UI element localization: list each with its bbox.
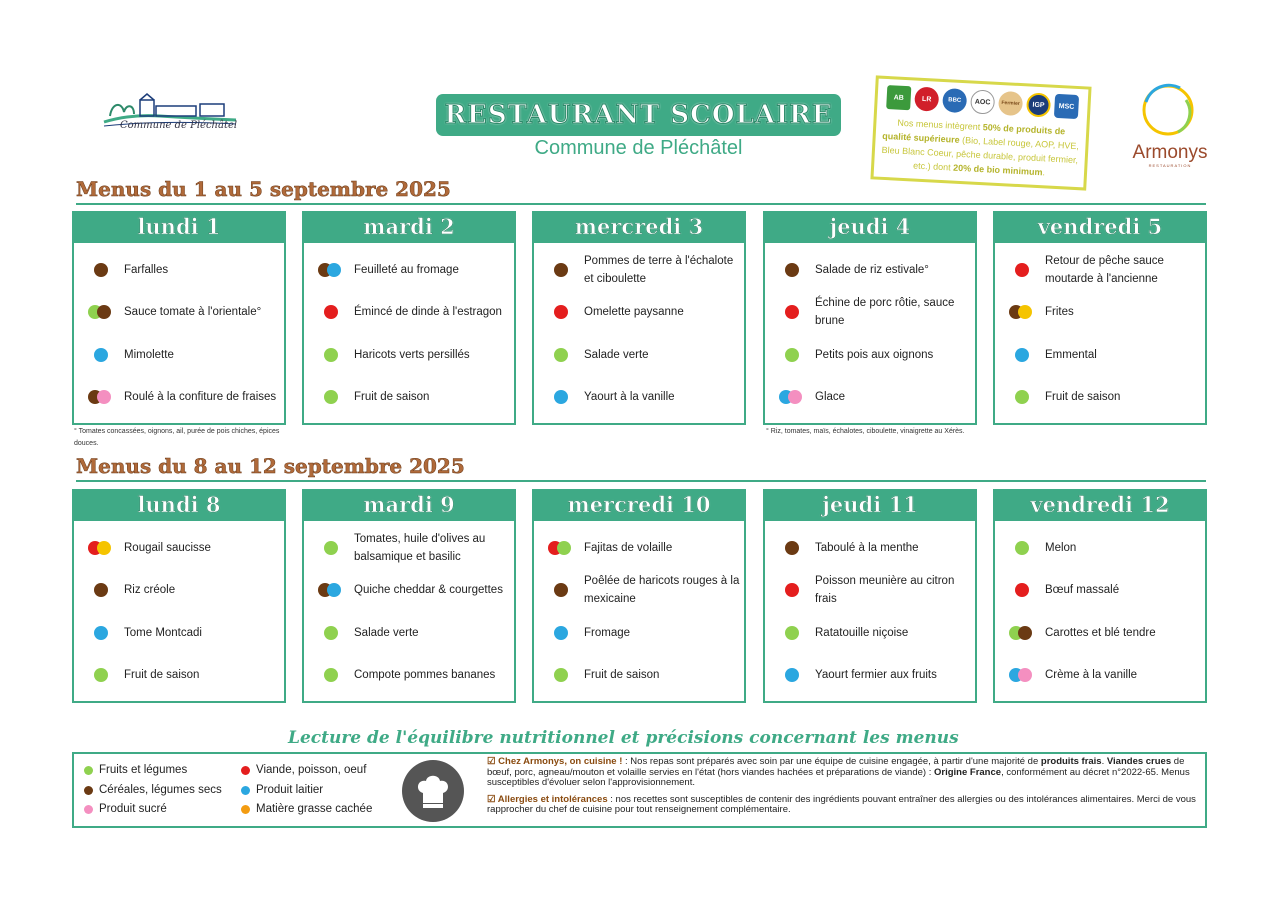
menu-dish: [765, 612, 975, 654]
dish-name: Yaourt fermier aux fruits: [815, 669, 937, 681]
menu-dish: [74, 291, 284, 333]
menu-dish: [304, 569, 514, 611]
dish-name: Yaourt à la vanille: [584, 391, 675, 403]
legend-item: [84, 784, 222, 796]
nutrition-dots: [995, 262, 1045, 278]
note-cuisine-head: ☑ Chez Armonys, on cuisine !: [487, 756, 623, 767]
legend-item: [84, 803, 167, 815]
dish-name: Riz créole: [124, 584, 176, 596]
menu-dish: [304, 291, 514, 333]
nutrition-dots: [304, 262, 354, 278]
day-card: [72, 489, 286, 703]
nutrition-dots: [74, 347, 124, 363]
day-title: jeudi 11: [765, 491, 975, 521]
legend-label: Produit laitier: [256, 784, 324, 796]
nutrition-dots: [765, 347, 815, 363]
menu-dish: [534, 376, 744, 418]
legend-title: Lecture de l'équilibre nutritionnel et précisions concernant les menus: [288, 728, 959, 748]
dish-name: Salade verte: [584, 349, 649, 361]
bleu-blanc-coeur-logo-icon: BBC: [942, 88, 967, 113]
dish-name: Omelette paysanne: [584, 306, 684, 318]
day-card: [993, 489, 1207, 703]
nutrition-dot-icon: [97, 541, 111, 555]
day-title: lundi 8: [74, 491, 284, 521]
dish-name: Taboulé à la menthe: [815, 542, 919, 554]
day-card: [993, 211, 1207, 425]
dish-name: Haricots verts persillés: [354, 349, 470, 361]
nutrition-dot-icon: [1018, 668, 1032, 682]
menu-dish: [304, 334, 514, 376]
day-title: mercredi 10: [534, 491, 744, 521]
nutrition-dots: [765, 582, 815, 598]
day-card: [763, 489, 977, 703]
menu-dish: [74, 569, 284, 611]
nutrition-dot-icon: [785, 583, 799, 597]
day-card: [302, 489, 516, 703]
nutrition-dot-icon: [94, 583, 108, 597]
bio-ab-logo-icon: AB: [886, 85, 911, 110]
menu-dish: [765, 569, 975, 611]
note-text: .: [1101, 756, 1107, 767]
nutrition-dots: [995, 347, 1045, 363]
dish-name: Bœuf massalé: [1045, 584, 1120, 596]
note-text: , conformément au décret n°2022-65. Menus susceptibles d'évoluer selon l'approvisionnement.: [487, 766, 1190, 788]
dish-name: Ratatouille niçoise: [815, 627, 909, 639]
day-title: vendredi 12: [995, 491, 1205, 521]
dish-name: Poisson meunière au citron frais: [815, 575, 955, 605]
legend-dot-icon: [84, 786, 93, 795]
legend-notes: [487, 757, 1197, 822]
nutrition-dot-icon: [1018, 626, 1032, 640]
nutrition-dots: [765, 262, 815, 278]
nutrition-dot-icon: [94, 668, 108, 682]
day-title: vendredi 5: [995, 213, 1205, 243]
week-divider: [76, 203, 1206, 205]
nutrition-dots: [995, 540, 1045, 556]
menu-dish: [765, 249, 975, 291]
dish-name: Fromage: [584, 627, 631, 639]
menu-dish: [534, 569, 744, 611]
week-divider: [76, 480, 1206, 482]
nutrition-dots: [534, 347, 584, 363]
note-text: : Nos repas sont préparés avec soin par une équipe de cuisine engagée, à partir d'une majorité de: [622, 756, 1041, 767]
chef-hat-glyph: [413, 771, 453, 811]
menu-dish: [304, 654, 514, 696]
day-card: [763, 211, 977, 425]
nutrition-dots: [304, 667, 354, 683]
menu-dish: [995, 249, 1205, 291]
nutrition-dot-icon: [94, 263, 108, 277]
nutrition-dots: [304, 389, 354, 405]
nutrition-dots: [304, 582, 354, 598]
nutrition-dot-icon: [785, 348, 799, 362]
quality-labels-box: [870, 75, 1091, 190]
menu-dish: [74, 334, 284, 376]
menu-dish: [995, 654, 1205, 696]
nutrition-dot-icon: [327, 263, 341, 277]
day-card: [532, 489, 746, 703]
nutrition-dots: [995, 667, 1045, 683]
menu-dish: [304, 527, 514, 569]
note-cuisine: [487, 757, 1197, 789]
nutrition-dot-icon: [554, 348, 568, 362]
dish-name: Fruit de saison: [354, 391, 430, 403]
nutrition-dot-icon: [1015, 348, 1029, 362]
legend-dot-icon: [241, 766, 250, 775]
note-text: de bœuf, porc, agneau/mouton et volaille servies en l'état (hors viandes hachées et préparations de viande) :: [487, 756, 1185, 778]
dish-name: Rougail saucisse: [124, 542, 211, 554]
footnote-lundi: ° Tomates concassées, oignons, ail, purée de pois chiches, épices douces.: [74, 428, 280, 447]
menu-dish: [765, 654, 975, 696]
menu-dish: [765, 291, 975, 333]
page-title: RESTAURANT SCOLAIRE: [436, 94, 841, 136]
legend-dot-icon: [241, 786, 250, 795]
dish-name: Fruit de saison: [1045, 391, 1121, 403]
legend-label: Viande, poisson, oeuf: [256, 764, 367, 776]
dish-name: Échine de porc rôtie, sauce brune: [815, 297, 955, 327]
note-text: : nos recettes sont susceptibles de contenir des ingrédients pouvant entraîner des allergies ou des intolérances alimentaires. Merci de vous rapprocher du chef de cuisine pour tout renseignement complémentaire.: [487, 793, 1196, 815]
day-title: mardi 9: [304, 491, 514, 521]
dish-name: Emmental: [1045, 349, 1097, 361]
quality-text-part: (Bio, Label rouge, AOP, HVE, Bleu Blanc Coeur, pêche durable, produit fermier, etc.) dont: [881, 134, 1080, 173]
menu-dish: [534, 249, 744, 291]
legend-dot-icon: [84, 766, 93, 775]
nutrition-dot-icon: [785, 668, 799, 682]
dish-name: Roulé à la confiture de fraises: [124, 391, 277, 403]
dish-name: Retour de pêche sauce moutarde à l'ancienne: [1045, 255, 1164, 285]
commune-logo: [100, 92, 240, 136]
note-bold: Viandes crues: [1106, 756, 1172, 767]
dish-name: Petits pois aux oignons: [815, 349, 934, 361]
nutrition-dot-icon: [1018, 305, 1032, 319]
nutrition-dots: [534, 625, 584, 641]
week-title: Menus du 8 au 12 septembre 2025: [76, 454, 465, 478]
nutrition-dots: [995, 625, 1045, 641]
dish-name: Fruit de saison: [124, 669, 200, 681]
menu-dish: [765, 527, 975, 569]
legend-label: Céréales, légumes secs: [99, 784, 222, 796]
nutrition-dots: [74, 389, 124, 405]
nutrition-dots: [534, 389, 584, 405]
armonys-sub: RESTAURATION: [1148, 163, 1192, 168]
nutrition-dot-icon: [785, 541, 799, 555]
menu-dish: [995, 612, 1205, 654]
menu-dish: [304, 249, 514, 291]
nutrition-dots: [765, 625, 815, 641]
dish-name: Farfalles: [124, 264, 169, 276]
igp-logo-icon: IGP: [1026, 92, 1051, 117]
nutrition-dots: [304, 625, 354, 641]
menu-dish: [995, 376, 1205, 418]
nutrition-dots: [765, 389, 815, 405]
menu-dish: [995, 291, 1205, 333]
menu-dish: [74, 376, 284, 418]
dish-name: Sauce tomate à l'orientale°: [124, 306, 262, 318]
nutrition-dots: [74, 582, 124, 598]
day-card: [72, 211, 286, 425]
menu-dish: [74, 527, 284, 569]
chef-hat-icon: [402, 760, 464, 822]
armonys-rings-icon: [1128, 80, 1212, 142]
nutrition-dot-icon: [94, 348, 108, 362]
menu-dish: [304, 612, 514, 654]
nutrition-dot-icon: [1015, 263, 1029, 277]
nutrition-dot-icon: [324, 626, 338, 640]
day-title: mercredi 3: [534, 213, 744, 243]
quality-bold-part: 20% de bio minimum: [952, 162, 1043, 178]
quality-bold-part: 50% de produits de qualité supérieure: [881, 122, 1066, 145]
nutrition-dots: [534, 540, 584, 556]
nutrition-dot-icon: [788, 390, 802, 404]
menu-dish: [534, 612, 744, 654]
legend-label: Produit sucré: [99, 803, 167, 815]
note-bold: Origine France: [934, 766, 1002, 778]
nutrition-dot-icon: [94, 626, 108, 640]
dish-name: Fajitas de volaille: [584, 542, 673, 554]
nutrition-dot-icon: [785, 305, 799, 319]
nutrition-dot-icon: [1015, 583, 1029, 597]
note-allergies-head: ☑ Allergies et intolérances: [487, 793, 608, 805]
legend-dot-icon: [241, 805, 250, 814]
nutrition-dots: [74, 667, 124, 683]
nutrition-dots: [765, 304, 815, 320]
menu-dish: [74, 654, 284, 696]
quality-text-part: Nos menus intègrent: [897, 117, 984, 133]
menu-dish: [74, 612, 284, 654]
nutrition-dot-icon: [1015, 390, 1029, 404]
legend-item: [241, 784, 323, 796]
nutrition-dot-icon: [324, 305, 338, 319]
nutrition-dots: [995, 389, 1045, 405]
nutrition-dots: [534, 262, 584, 278]
nutrition-dots: [304, 304, 354, 320]
page-subtitle: Commune de Pléchâtel: [534, 137, 743, 159]
dish-name: Tome Montcadi: [124, 627, 202, 639]
legend-item: [241, 764, 366, 776]
day-title: lundi 1: [74, 213, 284, 243]
nutrition-dots: [534, 582, 584, 598]
commune-logo-text: Commune de Pléchâtel: [120, 120, 238, 131]
nutrition-dot-icon: [324, 668, 338, 682]
menu-dish: [534, 291, 744, 333]
menu-dish: [534, 527, 744, 569]
nutrition-dots: [765, 540, 815, 556]
dish-name: Feuilleté au fromage: [354, 264, 459, 276]
menu-dish: [534, 334, 744, 376]
nutrition-dots: [304, 540, 354, 556]
nutrition-dots: [74, 540, 124, 556]
note-bold: produits frais: [1040, 756, 1102, 767]
nutrition-dot-icon: [324, 390, 338, 404]
footnote-jeudi: ° Riz, tomates, maïs, échalotes, ciboulette, vinaigrette au Xérès.: [766, 428, 965, 435]
menu-dish: [995, 527, 1205, 569]
menu-dish: [534, 654, 744, 696]
nutrition-dot-icon: [554, 305, 568, 319]
nutrition-dot-icon: [1015, 541, 1029, 555]
dish-name: Frites: [1045, 306, 1074, 318]
nutrition-dots: [304, 347, 354, 363]
armonys-logo: [1128, 80, 1212, 170]
aoc-logo-icon: AOC: [970, 89, 995, 114]
nutrition-dots: [534, 667, 584, 683]
nutrition-dots: [995, 304, 1045, 320]
label-rouge-logo-icon: LR: [914, 87, 939, 112]
dish-name: Mimolette: [124, 349, 174, 361]
dish-name: Compote pommes bananes: [354, 669, 496, 681]
nutrition-dots: [534, 304, 584, 320]
nutrition-dots: [74, 304, 124, 320]
nutrition-dot-icon: [327, 583, 341, 597]
dish-name: Émincé de dinde à l'estragon: [354, 306, 502, 318]
dish-name: Salade verte: [354, 627, 419, 639]
dish-name: Glace: [815, 391, 846, 403]
nutrition-dot-icon: [785, 263, 799, 277]
day-card: [532, 211, 746, 425]
msc-logo-icon: MSC: [1054, 94, 1079, 119]
note-allergies: [487, 795, 1197, 816]
menu-dish: [304, 376, 514, 418]
menu-dish: [995, 334, 1205, 376]
dish-name: Quiche cheddar & courgettes: [354, 584, 503, 596]
nutrition-dot-icon: [324, 541, 338, 555]
menu-dish: [765, 334, 975, 376]
menu-dish: [74, 249, 284, 291]
legend-label: Matière grasse cachée: [256, 803, 373, 815]
nutrition-dot-icon: [557, 541, 571, 555]
legend-dot-icon: [84, 805, 93, 814]
legend-item: [84, 764, 187, 776]
nutrition-dot-icon: [554, 263, 568, 277]
nutrition-dot-icon: [554, 583, 568, 597]
dish-name: Pommes de terre à l'échalote et ciboulette: [584, 255, 734, 285]
fermier-logo-icon: Fermier: [998, 91, 1023, 116]
nutrition-dot-icon: [554, 626, 568, 640]
week-title: Menus du 1 au 5 septembre 2025: [76, 177, 451, 201]
dish-name: Fruit de saison: [584, 669, 660, 681]
nutrition-dot-icon: [97, 390, 111, 404]
nutrition-dots: [995, 582, 1045, 598]
legend-item: [241, 803, 372, 815]
nutrition-dot-icon: [554, 390, 568, 404]
nutrition-dot-icon: [97, 305, 111, 319]
day-title: mardi 2: [304, 213, 514, 243]
quality-text-part: .: [1042, 167, 1046, 178]
quality-logos: [883, 85, 1082, 119]
quality-text: [880, 115, 1081, 181]
dish-name: Poêlée de haricots rouges à la mexicaine: [584, 575, 740, 605]
dish-name: Melon: [1045, 542, 1077, 554]
dish-name: Salade de riz estivale°: [815, 264, 929, 276]
dish-name: Tomates, huile d'olives au balsamique et basilic: [354, 533, 486, 563]
nutrition-dots: [74, 262, 124, 278]
menu-dish: [765, 376, 975, 418]
menu-dish: [995, 569, 1205, 611]
armonys-name: Armonys: [1132, 142, 1208, 163]
nutrition-dots: [765, 667, 815, 683]
nutrition-dots: [74, 625, 124, 641]
day-title: jeudi 4: [765, 213, 975, 243]
day-card: [302, 211, 516, 425]
nutrition-dot-icon: [324, 348, 338, 362]
dish-name: Crème à la vanille: [1045, 669, 1138, 681]
nutrition-dot-icon: [785, 626, 799, 640]
legend-label: Fruits et légumes: [99, 764, 188, 776]
nutrition-dot-icon: [554, 668, 568, 682]
dish-name: Carottes et blé tendre: [1045, 627, 1156, 639]
